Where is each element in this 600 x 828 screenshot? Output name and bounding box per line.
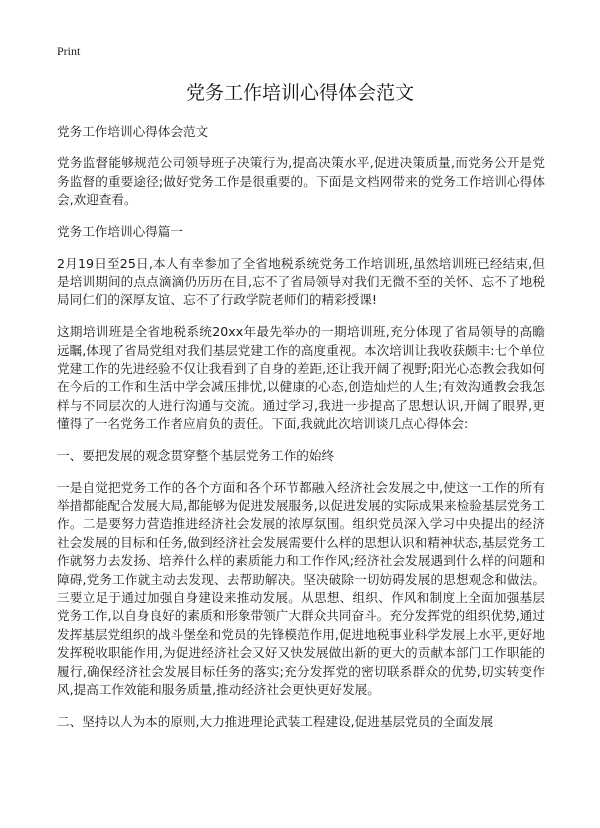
point-heading: 一、要把发展的观念贯穿整个基层党务工作的始终 <box>57 448 335 464</box>
body-paragraph: 2月19日至25日,本人有幸参加了全省地税系统党务工作培训班,虽然培训班已经结束,但是培训期间的点点滴滴仍历历在目,忘不了省局领导对我们无微不至的关怀、忘不了地税局同仁们的深厚友谊、忘不了行政学院老师们的精彩授课! <box>57 255 545 308</box>
subtitle-paragraph: 党务工作培训心得体会范文 <box>57 124 209 139</box>
body-paragraph: 这期培训班是全省地税系统20xx年最先举办的一期培训班,充分体现了省局领导的高瞻远瞩,体现了省局党组对我们基层党建工作的高度重视。本次培训让我收获颇丰:七个单位党建工作的先进经验不仅让我看到了自身的差距,还让我开阔了视野;阳光心态教会我如何在今后的工作和生活中学会减压排忧,以健康的心态,创造灿烂的人生;有效沟通教会我怎样与不同层次的人进行沟通与交流。通过学习,我进一步提高了思想认识,开阔了眼界,更懂得了一名党务工作者应肩负的责任。下面,我就此次培训谈几点心得体会: <box>57 324 545 432</box>
print-link[interactable]: Print <box>57 44 81 58</box>
document-body <box>57 123 545 744</box>
intro-paragraph: 党务监督能够规范公司领导班子决策行为,提高决策水平,促进决策质量,而党务公开是党务监督的重要途径;做好党务工作是很重要的。下面是文档网带来的党务工作培训心得体会,欢迎查看。 <box>57 155 545 208</box>
section-heading: 党务工作培训心得篇一 <box>57 224 183 240</box>
document-title: 党务工作培训心得体会范文 <box>185 82 414 104</box>
body-paragraph: 一是自觉把党务工作的各个方面和各个环节都融入经济社会发展之中,使这一工作的所有举措都能配合发展大局,都能够为促进发展服务,以促进发展的实际成果来检验基层党务工作。二是要努力营造推进经济社会发展的浓厚氛围。组织党员深入学习中央提出的经济社会发展的目标和任务,做到经济社会发展需要什么样的思想认识和精神状态,基层党务工作就努力去发扬、培养什么样的素质能力和工作作风;经济社会发展遇到什么样的问题和障碍,党务工作就主动去发现、去帮助解决。坚决破除一切妨碍发展的思想观念和做法。三要立足于通过加强自身建设来推动发展。从思想、组织、作风和制度上全面加强基层党务工作,以自身良好的素质和形象带领广大群众共同奋斗。充分发挥党的组织优势,通过发挥基层党组织的战斗堡垒和党员的先锋模范作用,促进地税事业科学发展上水平,更好地发挥税收职能作用,为促进经济社会又好又快发展做出新的更大的贡献本部门工作职能的履行,确保经济社会发展目标任务的落实;充分发挥党的密切联系群众的优势,切实转变作风,提高工作效能和服务质量,推动经济社会更快更好发展。 <box>57 479 545 698</box>
point-heading: 二、坚持以人为本的原则,大力推进理论武装工程建设,促进基层党员的全面发展 <box>57 713 494 729</box>
